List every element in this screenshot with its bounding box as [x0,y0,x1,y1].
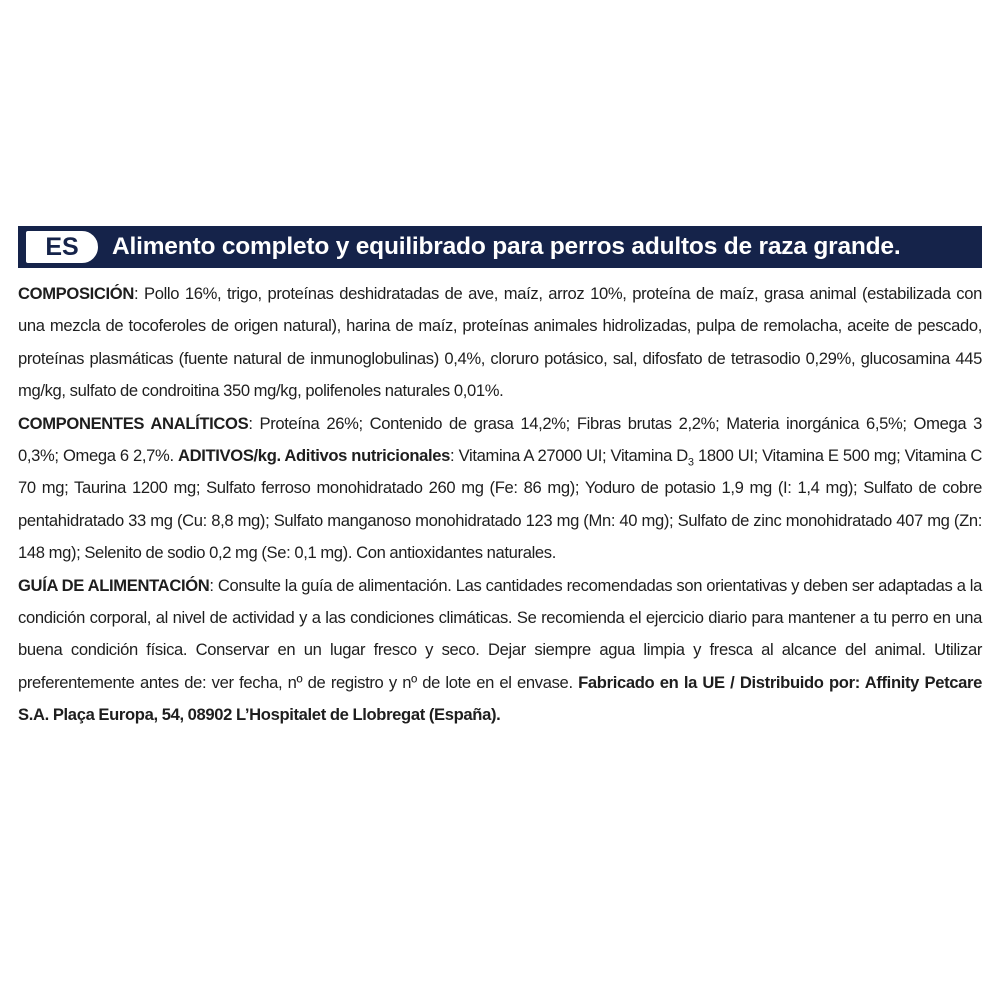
composition-text: : Pollo 16%, trigo, proteínas deshidratadas de ave, maíz, arroz 10%, proteína de maíz, grasa animal (estabilizada con una mezcla de tocoferoles de origen natural), harina de maíz, proteínas animales hidrolizadas, pulpa de remolacha, aceite de pescado, proteínas plasmáticas (fuente natural de inmunoglobulinas) 0,4%, cloruro potásico, sal, difosfato de tetrasodio 0,29%, glucosamina 445 mg/kg, sulfato de condroitina 350 mg/kg, polifenoles naturales 0,01%. [18,284,982,401]
vitamin-d-subscript: 3 [687,456,694,469]
additives-text-part2: 1800 UI; Vitamina E 500 mg; Vitamina C 70 mg; Taurina 1200 mg; Sulfato ferroso monohidratado 260 mg (Fe: 86 mg); Yoduro de potasio 1,9 mg (I: 1,4 mg); Sulfato de cobre pentahidratado 33 mg (Cu: 8,8 mg); Sulfato manganoso monohidratado 123 mg (Mn: 40 mg); Sulfato de zinc monohidratado 407 mg (Zn: 148 mg); Selenito de sodio 0,2 mg (Se: 0,1 mg). Con antioxidantes naturales. [18,446,982,563]
feeding-guide-text: : Consulte la guía de alimentación. Las cantidades recomendadas son orientativas y deben ser adaptadas a la condición corporal, al nivel de actividad y a las condiciones climáticas. Se recomienda el ejercicio diario para mantener a tu perro en una buena condición física. Conservar en un lugar fresco y seco. Dejar siempre agua limpia y fresca al alcance del animal. Utilizar preferentemente antes de: ver fecha, nº de registro y nº de lote en el envase. [18,575,982,692]
manufacturer-text: Fabricado en la UE / Distribuido por: Affinity Petcare S.A. Plaça Europa, 54, 08902 L’Hospitalet de Llobregat (España). [18,672,982,725]
composition-label: COMPOSICIÓN [18,284,135,303]
feeding-guide-label: GUÍA DE ALIMENTACIÓN [18,575,210,595]
product-description-title: Alimento completo y equilibrado para perros adultos de raza grande. [112,233,901,260]
language-badge: ES [24,229,100,265]
analytical-components-text: : Proteína 26%; Contenido de grasa 14,2%; Fibras brutas 2,2%; Materia inorgánica 6,5%; Omega 3 0,3%; Omega 6 2,7%. [18,413,982,466]
feeding-guide-paragraph [18,570,982,732]
composition-paragraph [18,278,982,408]
additives-label: ADITIVOS/kg. Aditivos nutricionales [177,446,451,466]
label-body-text [18,278,982,732]
analytical-additives-paragraph [18,408,982,570]
header-banner [18,226,982,268]
additives-text-part1: : Vitamina A 27000 UI; Vitamina D [450,446,688,466]
analytical-components-label: COMPONENTES ANALÍTICOS [18,413,249,433]
